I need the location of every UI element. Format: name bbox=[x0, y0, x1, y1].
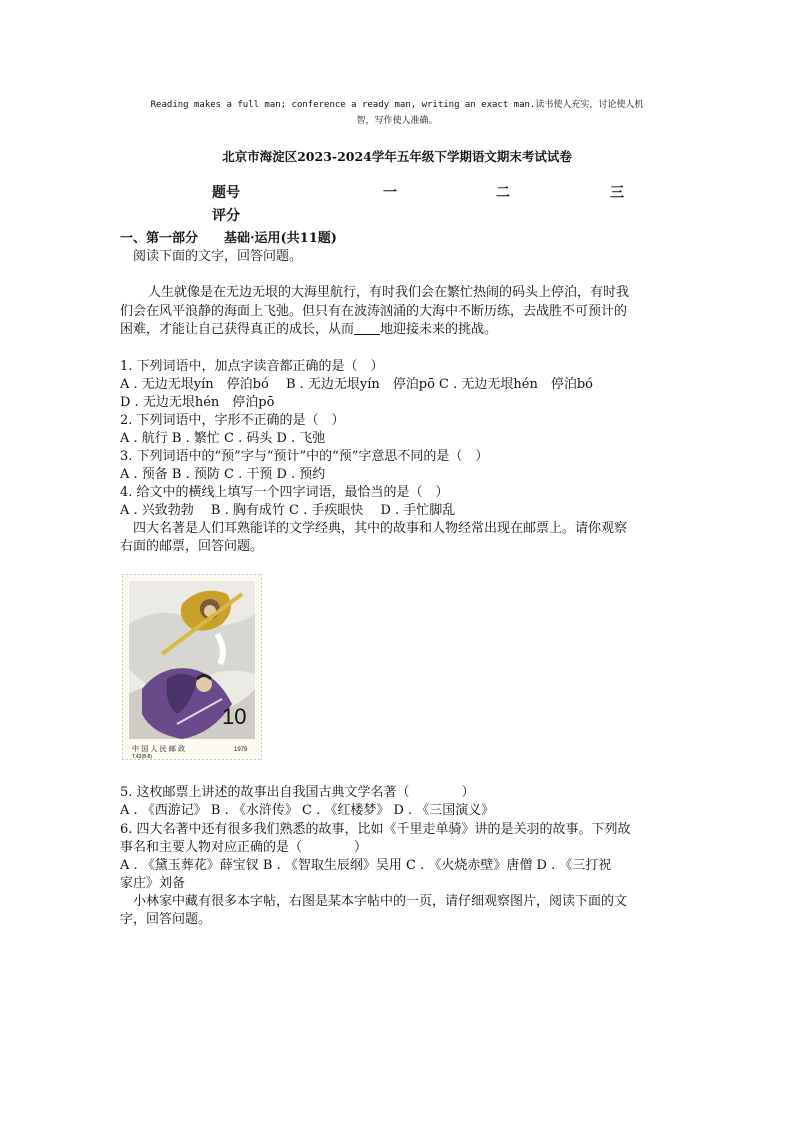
question-5: 5. 这枚邮票上讲述的故事出自我国古典文学名著（ ） bbox=[120, 785, 475, 800]
stamp-intro-line-1: 四大名著是人们耳熟能详的文学经典，其中的故事和人物经常出现在邮票上。请你观察 bbox=[133, 521, 628, 536]
question-1-options-abc: A . 无边无垠yín 停泊bó B . 无边无垠yín 停泊pō C . 无边无垠hén 停泊bó bbox=[120, 377, 593, 392]
question-6-options-line-2: 家庄》刘备 bbox=[120, 876, 186, 891]
motto-line-1: Reading makes a full man; conference a ready man, writing an exact man.读书使人充实，讨论使人机 bbox=[150, 100, 644, 110]
score-row-label-number: 题号 bbox=[212, 185, 240, 201]
blank-line bbox=[354, 322, 380, 337]
passage-line-2: 们会在风平浪静的海面上飞弛。但只有在波涛汹涌的大海中不断历练，去战胜不可预计的 bbox=[120, 304, 628, 319]
question-6-options-line-1: A . 《黛玉葬花》薛宝钗 B . 《智取生辰纲》吴用 C . 《火烧赤壁》唐僧 D . 《三打祝 bbox=[120, 858, 612, 873]
question-2: 2. 下列词语中，字形不正确的是（ ） bbox=[120, 413, 345, 428]
question-1: 1. 下列词语中，加点字读音都正确的是（ ） bbox=[120, 359, 384, 374]
question-3-options: A . 预备 B . 预防 C . 干预 D . 预约 bbox=[120, 467, 326, 482]
motto bbox=[0, 97, 794, 129]
passage-line-1: 人生就像是在无边无垠的大海里航行，有时我们会在繁忙热闹的码头上停泊，有时我 bbox=[148, 285, 630, 300]
stamp-value: 10 bbox=[222, 704, 247, 729]
section-heading: 一、第一部分 基础·运用(共11题) bbox=[120, 231, 337, 246]
copybook-intro-line-1: 小林家中藏有很多本字帖，右图是某本字帖中的一页，请仔细观察图片，阅读下面的文 bbox=[133, 894, 628, 909]
passage-line-3-end: 地迎接未来的挑战。 bbox=[380, 322, 498, 337]
question-3: 3. 下列词语中的“预”字与“预计”中的“预”字意思不同的是（ ） bbox=[120, 449, 489, 464]
copybook-intro-line-2: 字，回答问题。 bbox=[120, 912, 212, 927]
passage-line-3 bbox=[120, 318, 497, 337]
question-4-options: A . 兴致勃勃 B . 胸有成竹 C . 手疾眼快 D . 手忙脚乱 bbox=[120, 503, 456, 518]
score-col-2: 二 bbox=[496, 185, 510, 201]
stamp-intro-line-2: 右面的邮票，回答问题。 bbox=[120, 539, 264, 554]
stamp-code: T.43(8-8) bbox=[132, 754, 153, 760]
question-4: 4. 给文中的横线上填写一个四字词语，最恰当的是（ ） bbox=[120, 485, 449, 500]
score-row-label-score: 评分 bbox=[212, 208, 240, 224]
question-6-line-1: 6. 四大名著中还有很多我们熟悉的故事，比如《千里走单骑》讲的是关羽的故事。下列故 bbox=[120, 822, 631, 837]
question-1-option-d: D . 无边无垠hén 停泊pō bbox=[120, 395, 275, 410]
question-6-line-2: 事名和主要人物对应正确的是（ ） bbox=[120, 840, 368, 855]
stamp-image bbox=[122, 574, 262, 760]
stamp-year: 1979 bbox=[234, 747, 248, 753]
motto-line-2: 智，写作使人准确。 bbox=[356, 116, 438, 126]
score-col-1: 一 bbox=[383, 185, 397, 201]
exam-title: 北京市海淀区2023-2024学年五年级下学期语文期末考试试卷 bbox=[222, 149, 572, 164]
passage-line-3-start: 困难，才能让自己获得真正的成长，从而 bbox=[120, 322, 355, 337]
stamp-country: 中 国 人 民 邮 政 bbox=[132, 745, 186, 753]
question-2-options: A . 航行 B . 繁忙 C . 码头 D . 飞弛 bbox=[120, 431, 326, 446]
question-5-options: A . 《西游记》 B . 《水浒传》 C . 《红楼梦》 D . 《三国演义》 bbox=[120, 803, 495, 818]
reading-intro: 阅读下面的文字，回答问题。 bbox=[133, 249, 303, 264]
score-col-3: 三 bbox=[610, 185, 624, 201]
